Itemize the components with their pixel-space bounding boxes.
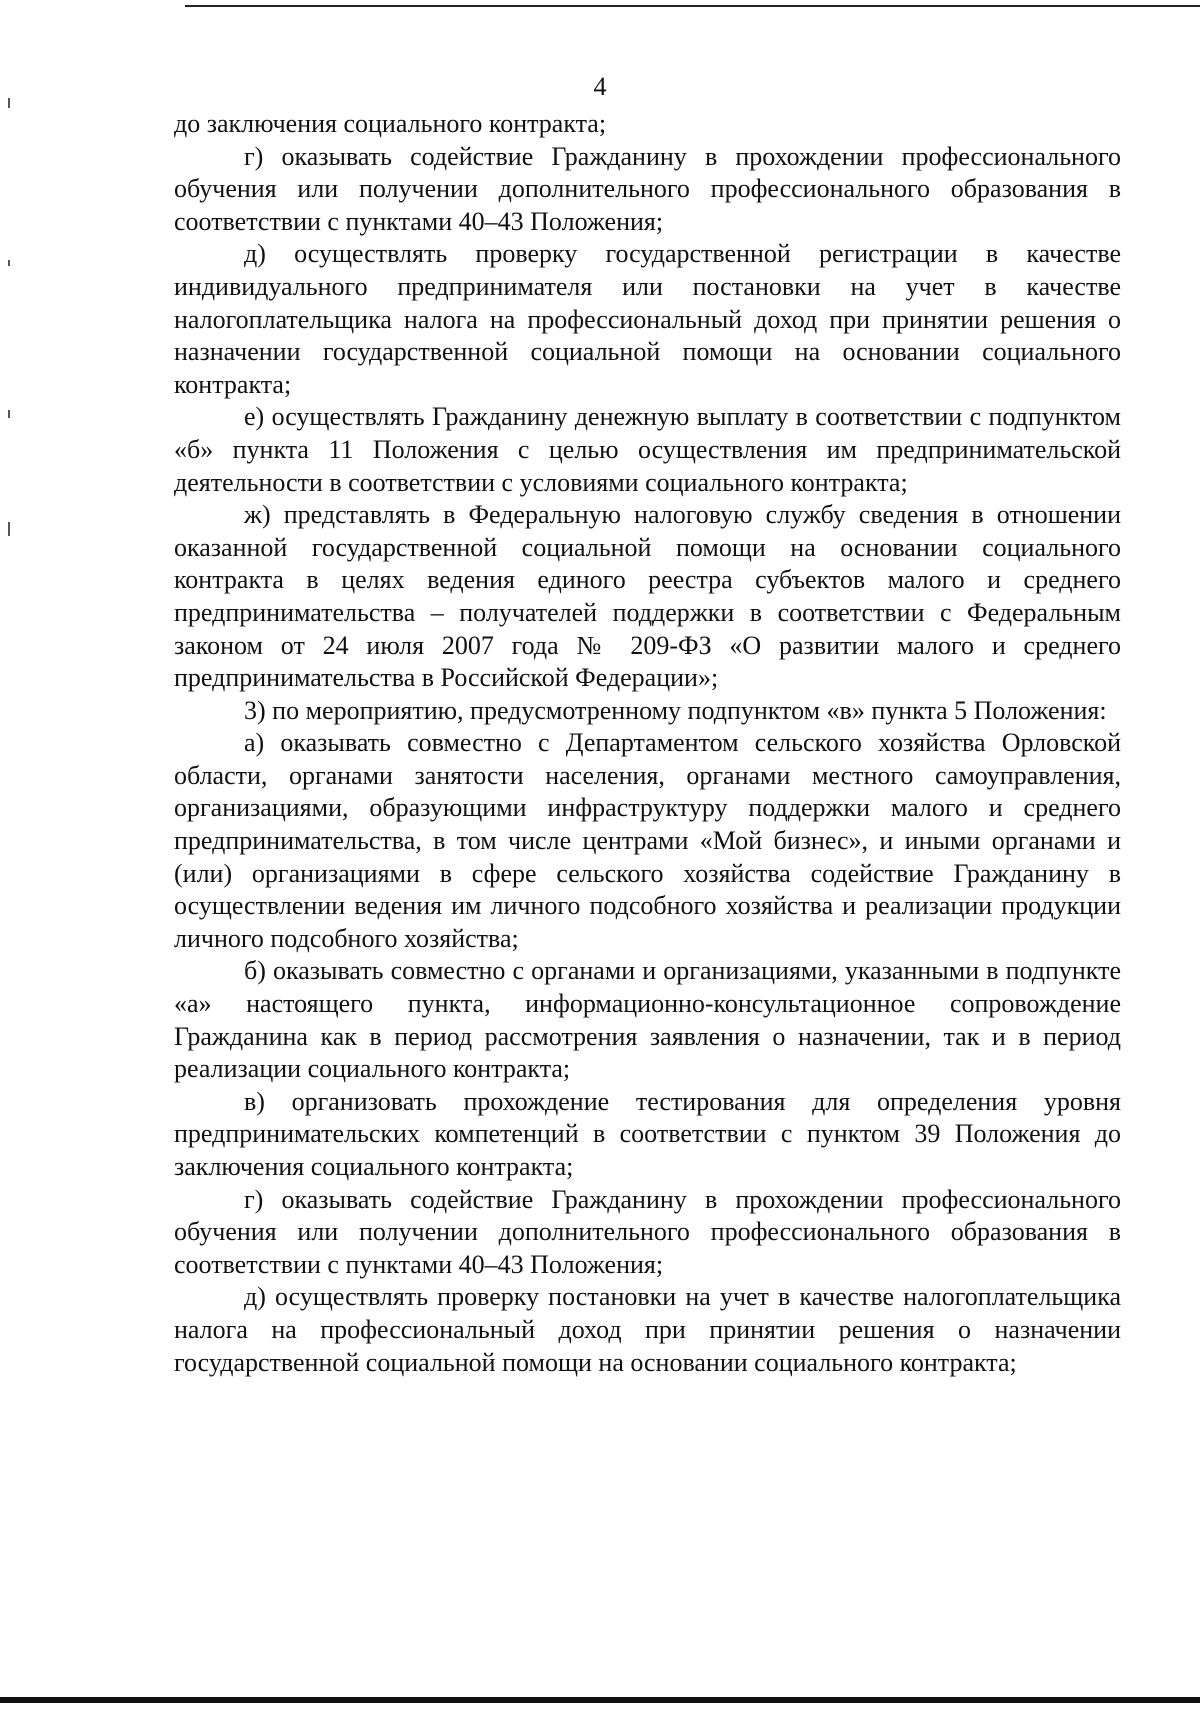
paragraph-text: г) оказывать содействие Гражданину в прохождении профессионального обучения или получении дополнительного профессионального образования в соответствии с пунктами 40–43 Положения;	[174, 1184, 1121, 1279]
document-body	[174, 108, 1121, 1379]
paragraph-text: е) осуществлять Гражданину денежную выплату в соответствии с подпунктом «б» пункта 11 Положения с целью осуществления им предпринимательской деятельности в соответствии с условиями социального контракта;	[174, 402, 1121, 497]
paragraph-text: в) организовать прохождение тестирования для определения уровня предпринимательских компетенций в соответствии с пунктом 39 Положения до заключения социального контракта;	[174, 1086, 1121, 1181]
paragraph-text: ж) представлять в Федеральную налоговую службу сведения в отношении оказанной государственной социальной помощи на основании социального контракта в целях ведения единого реестра субъектов малого и среднего предпринимательства – получателей поддержки в соответствии с Федеральным законом от 24 июля 2007 года № 209-ФЗ «О развитии малого и среднего предпринимательства в Российской Федерации»;	[174, 500, 1121, 693]
scan-edge-bottom	[0, 1697, 1200, 1703]
paragraph-text: до заключения социального контракта;	[174, 109, 607, 138]
paragraph-text: д) осуществлять проверку постановки на учет в качестве налогоплательщика налога на профессиональный доход при принятии решения о назначении государственной социальной помощи на основании социального контракта;	[174, 1282, 1121, 1377]
scan-mark	[8, 522, 10, 536]
paragraph-text: б) оказывать совместно с органами и организациями, указанными в подпункте «а» настоящего пункта, информационно-консультационное сопровождение Гражданина как в период рассмотрения заявления о назначении, так и в период реализации социального контракта;	[174, 956, 1121, 1084]
scan-mark	[8, 410, 10, 418]
paragraph-text: а) оказывать совместно с Департаментом сельского хозяйства Орловской области, органами занятости населения, органами местного самоуправления, организациями, образующими инфраструктуру поддержки малого и среднего предпринимательства, в том числе центрами «Мой бизнес», и иными органами и (или) организациями в сфере сельского хозяйства содействие Гражданину в осуществлении ведения им личного подсобного хозяйства и реализации продукции личного подсобного хозяйства;	[174, 728, 1121, 953]
scan-mark	[8, 260, 10, 266]
paragraph-text: г) оказывать содействие Гражданину в прохождении профессионального обучения или получении дополнительного профессионального образования в соответствии с пунктами 40–43 Положения;	[174, 141, 1121, 236]
paragraph-text: д) осуществлять проверку государственной регистрации в качестве индивидуального предпринимателя или постановки на учет в качестве налогоплательщика налога на профессиональный доход при принятии решения о назначении государственной социальной помощи на основании социального контракта;	[174, 239, 1121, 399]
paragraph-text: 3) по мероприятию, предусмотренному подпунктом «в» пункта 5 Положения:	[244, 695, 1107, 725]
scan-edge-top	[185, 5, 1200, 7]
page-number: 4	[593, 72, 607, 101]
